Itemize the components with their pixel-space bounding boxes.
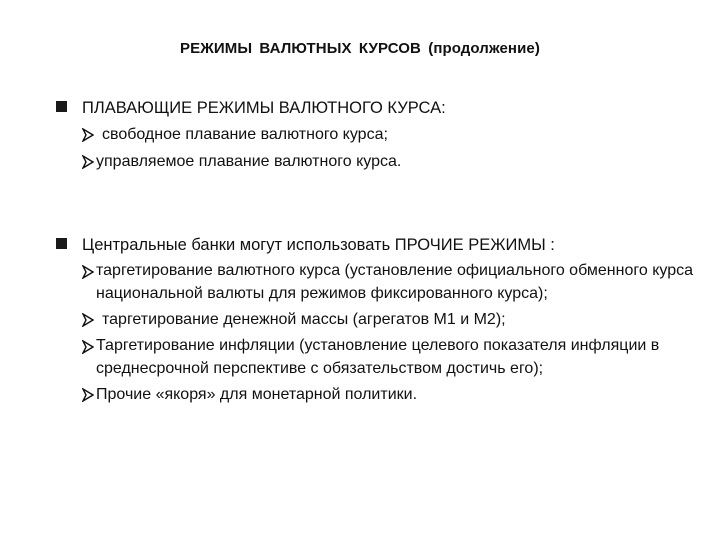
square-bullet-icon: [56, 101, 67, 112]
square-bullet-icon: [56, 238, 67, 249]
arrow-bullet-icon: [82, 155, 94, 169]
section-floating-regimes: [56, 97, 696, 177]
arrow-bullet-icon: [82, 313, 94, 327]
section-heading: ПЛАВАЮЩИЕ РЕЖИМЫ ВАЛЮТНОГО КУРСА:: [82, 99, 446, 117]
section-heading: Центральные банки могут использовать ПРОЧИЕ РЕЖИМЫ :: [82, 236, 555, 254]
section-heading-row: [56, 234, 696, 256]
list-item-text: Таргетирование инфляции (установление целевого показателя инфляции в среднесрочной перспективе с обязательством достичь его);: [96, 337, 660, 377]
list-item: [82, 123, 696, 147]
arrow-bullet-icon: [82, 265, 94, 279]
arrow-bullet-icon: [82, 128, 94, 142]
list-item-text: свободное плавание валютного курса;: [102, 126, 388, 143]
list-item-text: таргетирование валютного курса (установление официального обменного курса национальной валюты для режимов фиксированного курса);: [96, 262, 693, 302]
slide-title: РЕЖИМЫ ВАЛЮТНЫХ КУРСОВ (продолжение): [180, 40, 540, 57]
list-item: [82, 260, 696, 305]
list-item-text: таргетирование денежной массы (агрегатов М1 и М2);: [102, 311, 506, 328]
list-item: [82, 383, 696, 407]
section-items: [82, 123, 696, 174]
section-items: [82, 260, 696, 407]
list-item: [82, 335, 696, 380]
list-item-text: Прочие «якоря» для монетарной политики.: [96, 386, 418, 403]
list-item-text: управляемое плавание валютного курса.: [96, 153, 402, 170]
section-other-regimes: [56, 234, 696, 410]
list-item: [82, 150, 696, 174]
arrow-bullet-icon: [82, 388, 94, 402]
section-heading-row: [56, 97, 696, 119]
list-item: [82, 308, 696, 332]
arrow-bullet-icon: [82, 340, 94, 354]
